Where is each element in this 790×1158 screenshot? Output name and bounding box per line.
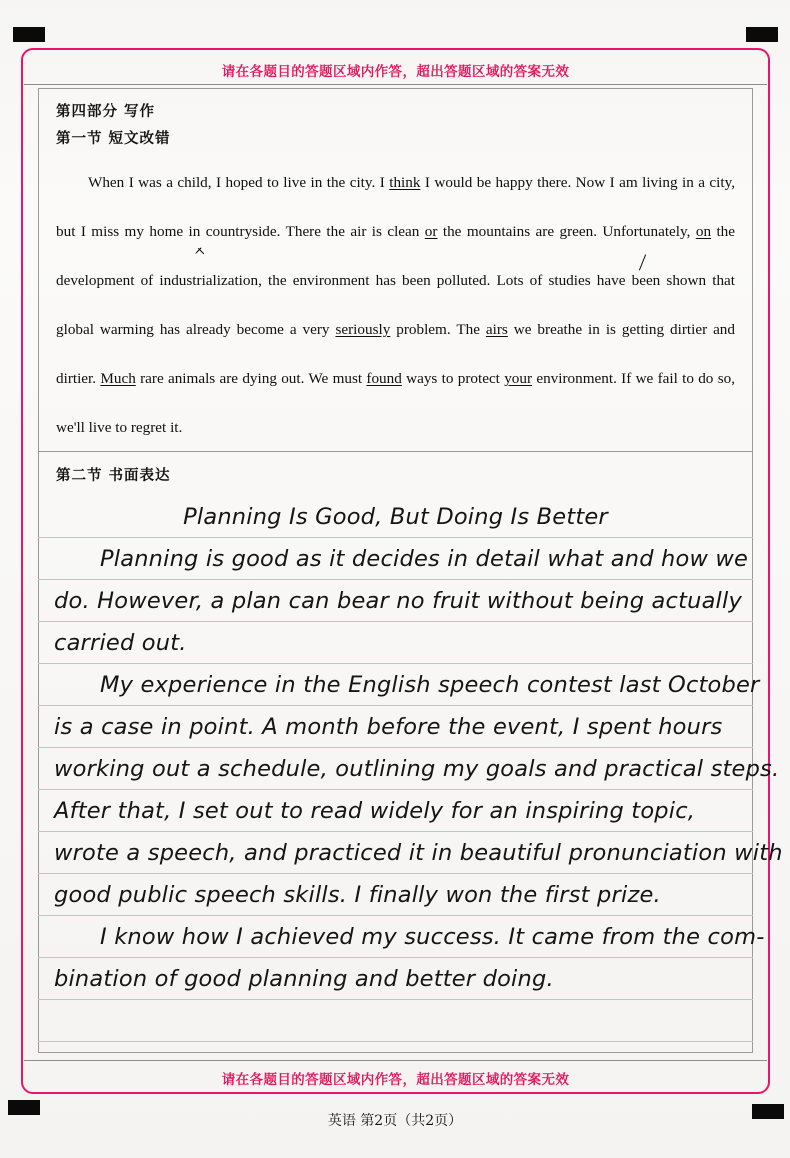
mark-underline-much: Much <box>100 370 136 387</box>
instruction-banner-top: 请在各题目的答题区域内作答，超出答题区域的答案无效 <box>221 64 570 80</box>
essay-line: working out a schedule, outlining my goals and practical steps. <box>54 756 780 782</box>
essay-line: I know how I achieved my success. It came from the com- <box>100 924 765 950</box>
section-two-heading: 第二节 书面表达 <box>56 467 171 484</box>
ruled-writing-area <box>38 496 783 1044</box>
essay-line: is a case in point. A month before the event, I spent hours <box>54 714 723 740</box>
footer-divider <box>24 1060 767 1061</box>
part-heading: 第四部分 写作 <box>56 103 156 120</box>
essay-title: Planning Is Good, But Doing Is Better <box>183 504 608 530</box>
passage-text-run: shown that global warming has already become a very <box>56 272 735 338</box>
header-divider <box>24 84 767 85</box>
mark-underline-found: found <box>366 370 402 387</box>
essay-line: Planning is good as it decides in detail what and how we <box>100 546 749 572</box>
passage-text-run: the development of industrialization, the environment has been polluted. Lots of studies have <box>56 223 736 289</box>
mark-underline-on: on <box>695 223 712 240</box>
essay-line: carried out. <box>54 630 187 656</box>
essay-line: After that, I set out to read widely for an inspiring topic, <box>54 798 696 824</box>
registration-mark-top-right <box>746 27 778 42</box>
section-one-heading: 第一节 短文改错 <box>56 130 171 147</box>
passage-text-run: I would be happy there. Now I am living in a city, but I miss my home in <box>56 174 735 240</box>
passage-text-run: ways to protect <box>401 370 505 387</box>
essay-line: My experience in the English speech contest last October <box>100 672 760 698</box>
proofreading-passage <box>56 158 739 452</box>
registration-mark-top-left <box>13 27 45 42</box>
essay-line: good public speech skills. I finally won the first prize. <box>54 882 661 908</box>
mark-underline-seriously: seriously <box>335 321 391 338</box>
passage-text-run: environment. If we fail to do so, we'll live to regret it. <box>56 370 735 436</box>
instruction-banner-bottom: 请在各题目的答题区域内作答，超出答题区域的答案无效 <box>221 1072 570 1088</box>
passage-text-run: countryside. There the air is clean <box>200 223 425 240</box>
passage-text-run: the mountains are green. Unfortunately, <box>437 223 696 240</box>
mark-underline-or: or <box>424 223 438 240</box>
section-error-correction <box>38 88 753 451</box>
essay-line: wrote a speech, and practiced it in beautiful pronunciation with <box>54 840 783 866</box>
mark-deletion-been: been <box>632 256 661 305</box>
passage-text-run: we breathe in is getting dirtier and dirtier. <box>56 321 735 387</box>
section-writing <box>38 452 783 1053</box>
passage-text-run: problem. The <box>390 321 486 338</box>
mark-underline-your: your <box>504 370 533 387</box>
passage-text-run: When I was a child, I hoped to live in the city. I <box>88 174 390 191</box>
essay-line: bination of good planning and better doing. <box>54 966 554 992</box>
mark-underline-airs: airs <box>485 321 508 338</box>
page-number: 英语 第2页（共2页） <box>327 1113 463 1129</box>
passage-text-run: rare animals are dying out. We must <box>135 370 367 387</box>
essay-line: do. However, a plan can bear no fruit without being actually <box>54 588 742 614</box>
mark-underline-think: think <box>389 174 421 191</box>
